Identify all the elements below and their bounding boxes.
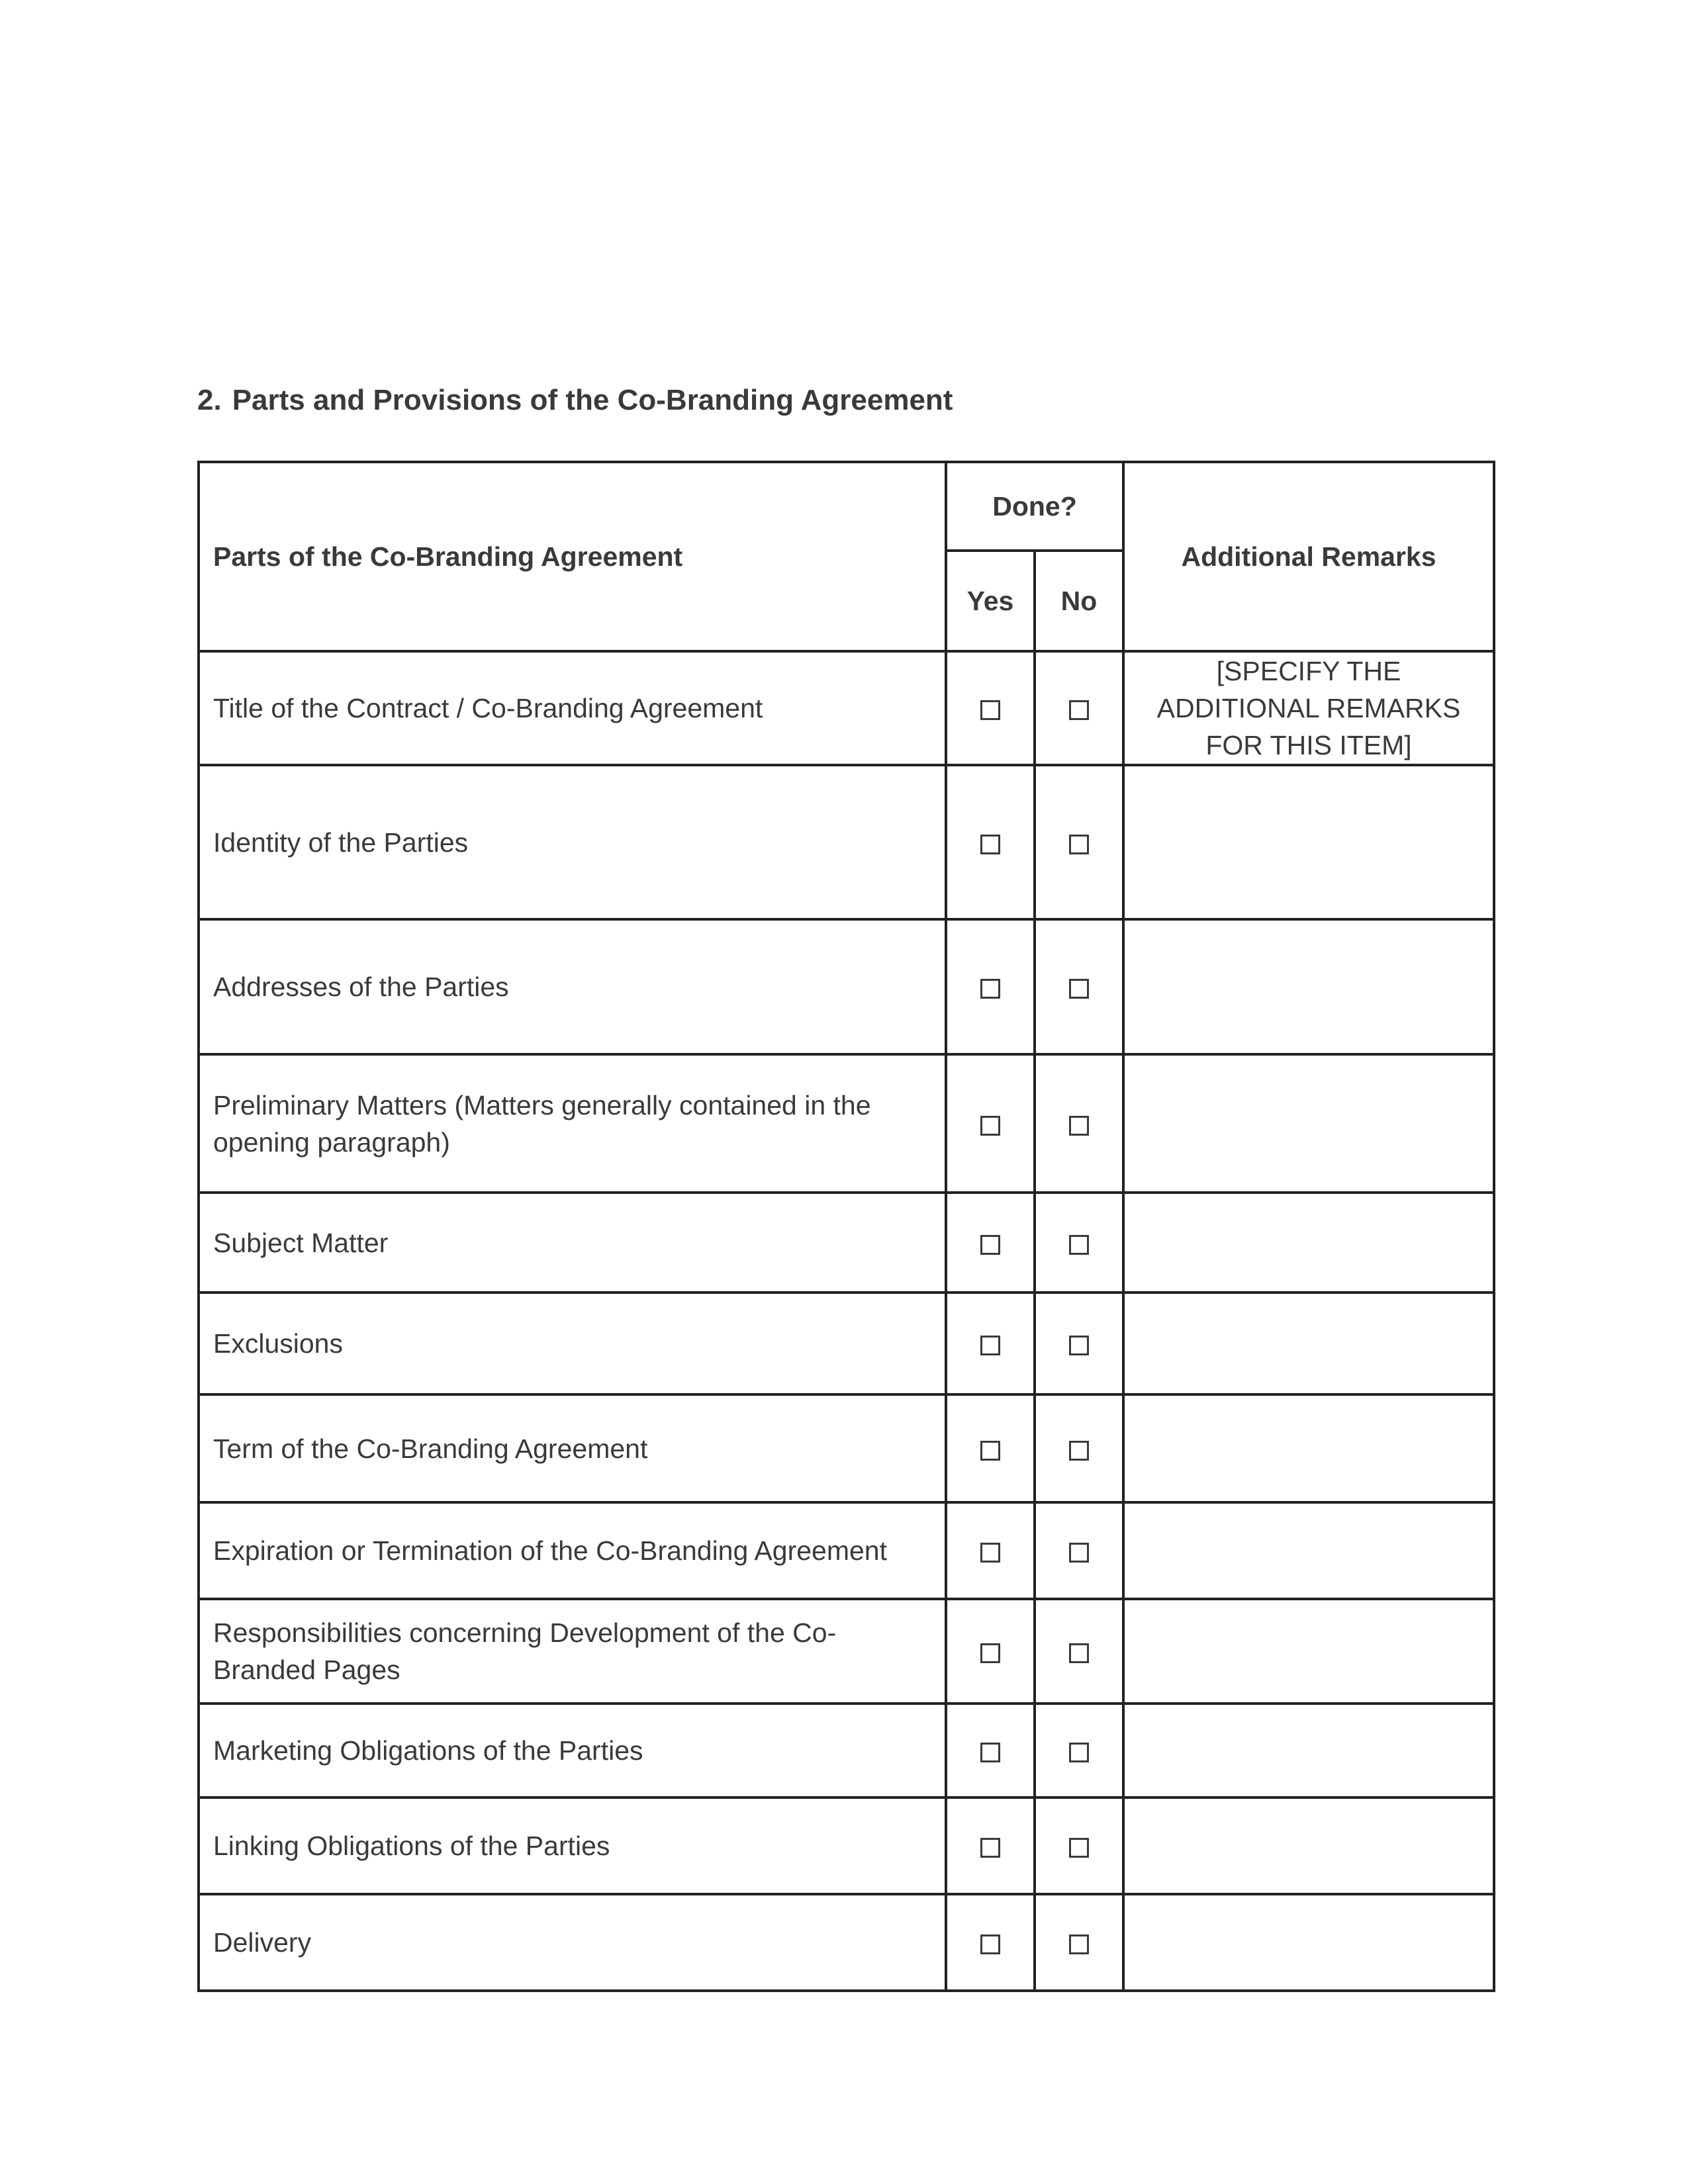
yes-checkbox-cell — [946, 919, 1035, 1054]
no-checkbox[interactable] — [1069, 1934, 1089, 1954]
table-row — [199, 919, 1494, 1054]
yes-checkbox[interactable] — [980, 1934, 1000, 1954]
yes-checkbox[interactable] — [980, 1336, 1000, 1355]
table-row — [199, 651, 1494, 765]
yes-checkbox-cell — [946, 1599, 1035, 1704]
yes-checkbox[interactable] — [980, 1235, 1000, 1255]
item-label: Identity of the Parties — [199, 765, 946, 919]
no-checkbox-cell — [1035, 1054, 1123, 1193]
remarks-cell[interactable] — [1123, 1502, 1494, 1599]
yes-checkbox[interactable] — [980, 835, 1000, 854]
table-row — [199, 1293, 1494, 1394]
done-column-header: Done? — [946, 462, 1123, 551]
remarks-cell[interactable] — [1123, 765, 1494, 919]
no-checkbox[interactable] — [1069, 1743, 1089, 1762]
section-number: 2. — [197, 384, 222, 416]
table-row — [199, 1193, 1494, 1293]
yes-checkbox-cell — [946, 1894, 1035, 1991]
yes-checkbox[interactable] — [980, 1743, 1000, 1762]
remarks-column-header: Additional Remarks — [1123, 462, 1494, 651]
yes-checkbox[interactable] — [980, 1838, 1000, 1858]
no-checkbox-cell — [1035, 1193, 1123, 1293]
no-checkbox-cell — [1035, 1704, 1123, 1797]
provisions-checklist-table — [197, 461, 1495, 1992]
no-checkbox[interactable] — [1069, 835, 1089, 854]
table-row — [199, 1797, 1494, 1894]
remarks-cell[interactable] — [1123, 919, 1494, 1054]
no-checkbox-cell — [1035, 1797, 1123, 1894]
item-label: Delivery — [199, 1894, 946, 1991]
no-column-header: No — [1035, 551, 1123, 651]
item-label: Expiration or Termination of the Co-Branding Agreement — [199, 1502, 946, 1599]
yes-checkbox[interactable] — [980, 1643, 1000, 1663]
checklist-body — [199, 651, 1494, 1991]
yes-checkbox-cell — [946, 1797, 1035, 1894]
item-label: Addresses of the Parties — [199, 919, 946, 1054]
no-checkbox[interactable] — [1069, 1838, 1089, 1858]
no-checkbox[interactable] — [1069, 1643, 1089, 1663]
yes-checkbox[interactable] — [980, 1543, 1000, 1563]
no-checkbox-cell — [1035, 651, 1123, 765]
yes-checkbox-cell — [946, 1293, 1035, 1394]
remarks-cell[interactable] — [1123, 1894, 1494, 1991]
yes-checkbox[interactable] — [980, 1116, 1000, 1136]
no-checkbox-cell — [1035, 1599, 1123, 1704]
table-row — [199, 1054, 1494, 1193]
no-checkbox-cell — [1035, 765, 1123, 919]
no-checkbox-cell — [1035, 919, 1123, 1054]
table-row — [199, 1704, 1494, 1797]
item-label: Responsibilities concerning Development of the Co-Branded Pages — [199, 1599, 946, 1704]
yes-checkbox-cell — [946, 1704, 1035, 1797]
section-heading — [197, 384, 953, 417]
no-checkbox[interactable] — [1069, 1441, 1089, 1461]
table-row — [199, 1394, 1494, 1502]
remarks-cell[interactable] — [1123, 1193, 1494, 1293]
table-row — [199, 1894, 1494, 1991]
item-label: Preliminary Matters (Matters generally contained in the opening paragraph) — [199, 1054, 946, 1193]
item-label: Term of the Co-Branding Agreement — [199, 1394, 946, 1502]
remarks-cell[interactable] — [1123, 1054, 1494, 1193]
no-checkbox-cell — [1035, 1293, 1123, 1394]
yes-checkbox-cell — [946, 765, 1035, 919]
yes-checkbox-cell — [946, 1193, 1035, 1293]
parts-column-header: Parts of the Co-Branding Agreement — [199, 462, 946, 651]
item-label: Linking Obligations of the Parties — [199, 1797, 946, 1894]
no-checkbox[interactable] — [1069, 979, 1089, 999]
remarks-cell[interactable] — [1123, 1797, 1494, 1894]
no-checkbox[interactable] — [1069, 1336, 1089, 1355]
item-label: Title of the Contract / Co-Branding Agreement — [199, 651, 946, 765]
no-checkbox-cell — [1035, 1502, 1123, 1599]
remarks-cell[interactable] — [1123, 1599, 1494, 1704]
remarks-cell[interactable] — [1123, 1394, 1494, 1502]
yes-checkbox-cell — [946, 1054, 1035, 1193]
yes-column-header: Yes — [946, 551, 1035, 651]
remarks-cell[interactable]: [SPECIFY THE ADDITIONAL REMARKS FOR THIS ITEM] — [1123, 651, 1494, 765]
yes-checkbox[interactable] — [980, 1441, 1000, 1461]
no-checkbox[interactable] — [1069, 1543, 1089, 1563]
yes-checkbox-cell — [946, 1394, 1035, 1502]
table-row — [199, 1599, 1494, 1704]
remarks-cell[interactable] — [1123, 1293, 1494, 1394]
yes-checkbox[interactable] — [980, 979, 1000, 999]
no-checkbox-cell — [1035, 1394, 1123, 1502]
item-label: Marketing Obligations of the Parties — [199, 1704, 946, 1797]
yes-checkbox-cell — [946, 651, 1035, 765]
section-title: Parts and Provisions of the Co-Branding Agreement — [232, 384, 953, 416]
item-label: Subject Matter — [199, 1193, 946, 1293]
no-checkbox[interactable] — [1069, 1116, 1089, 1136]
table-row — [199, 1502, 1494, 1599]
no-checkbox[interactable] — [1069, 700, 1089, 720]
item-label: Exclusions — [199, 1293, 946, 1394]
table-row — [199, 765, 1494, 919]
yes-checkbox[interactable] — [980, 700, 1000, 720]
remarks-cell[interactable] — [1123, 1704, 1494, 1797]
no-checkbox[interactable] — [1069, 1235, 1089, 1255]
no-checkbox-cell — [1035, 1894, 1123, 1991]
yes-checkbox-cell — [946, 1502, 1035, 1599]
